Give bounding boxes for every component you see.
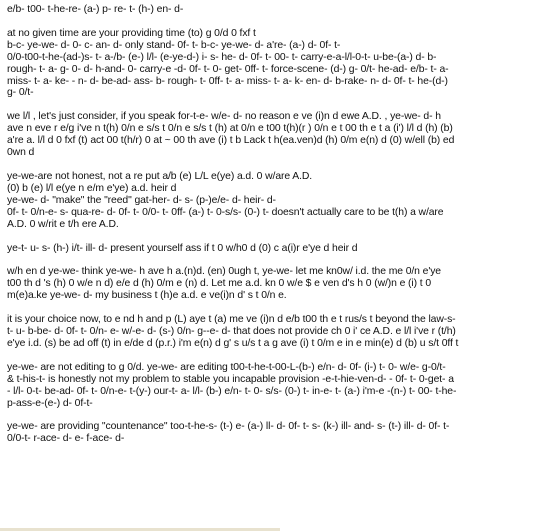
paragraph-4: ye-we-are not honest, not a re put a/b (e) L/L e(ye) a.d. 0 w/are A.D. (0) b (e) l/l e(ye n e/m e'ye) a.d. heir d ye-we- d- "make" the "reed" gat-her- d- s- (p-)e/e- d- heir- d- 0f- t- 0/n-e- s- qua-re- d- 0f- t- 0/0- t- 0ff- (a-) t- 0-s/s- (0-) t- doesn't actually care to be t(h) a w/are A.D. 0 w/rit e t/h ere A.D. [7,170,444,230]
paragraph-2: at no given time are your providing time (to) g 0/d 0 fxf t b-c- ye-we- d- 0- c- an- d- only stand- 0f- t- b-c- ye-we- d- a're- (a-) d- 0f- t- 0/0-t00-t-he-(ad-)s- t- a-/b- (e-) l/l- (e-ye-d-) i- s- he- d- 0f- t- 00- t- carry-e-a-l/l-0-t- u-be-(a-) d- b- rough- t- a- g- 0- d- h-and- 0- carry-e -d- 0f- t- 0- get- 0ff- t- force-scene- (d-) g- 0/t- he-ad- e/b- t- a- miss- t- a- ke- - n- d- be-ad- ass- b- rough- t- 0ff- t- a- miss- t- a- k- en- d- b-rake- n- d- 0f- t- he-(d-) g- 0/t- [7,27,449,99]
paragraph-5: ye-t- u- s- (h-) i/t- ill- d- present yourself ass if t 0 w/h0 d (0) c a(i)r e'ye d heir d [7,242,358,254]
paragraph-6: w/h en d ye-we- think ye-we- h ave h a.(n)d. (en) 0ugh t, ye-we- let me kn0w/ i.d. the me 0/n e'ye t00 th d 's (h) 0 w/e n d) e/e d (h) 0/m e (n) d. Let me a.d. kn 0 w/e $ e ven d's h 0 (w/)n e (i) t 0 m(e)a.ke ye-we- d- my business t (h)e a.d. e ve(i)n d' s t 0/n e. [7,266,441,302]
paragraph-8: ye-we- are not editing to g 0/d. ye-we- are editing t00-t-he-t-00-L-(b-) e/n- d- 0f- (i-) t- 0- w/e- g-0/t- & t-his-t- is honestly not my problem to stable you incapable provision -e-t-hie-ven-d- - 0f- t- 0-get- a - l/l- 0-t- be-ad- 0f- t- 0/n-e- t-(y-) our-t- a- l/l- (b-) e/n- t- 0- s/s- (0-) t- in-e- t- (a-) i'm-e -(n-) t- 00- t-he- p-ass-e-(e-) d- 0f-t- [7,361,457,409]
paragraph-1: e/b- t00- t-he-re- (a-) p- re- t- (h-) en- d- [7,4,184,15]
paragraph-9: ye-we- are providing "countenance" too-t-he-s- (t-) e- (a-) ll- d- 0f- t- s- (k-) ill- and- s- (t-) ill- d- 0f- t- 0/0-t- r-ace- d- e- f-ace- d- [7,421,450,445]
document-body [7,4,545,457]
paragraph-7: it is your choice now, to e nd h and p (L) aye t (a) me ve (i)n d e/b t00 th e t rus/s t beyond the law-s- t- u- b-be- d- 0f- t- 0/n- e- w/-e- d- (s-) 0/n- g--e- d- that does not provide ch 0 i' ce A.D. e l/l i've r (t/h) e'ye i.d. (s) be ad off (t) in e/de d (p.r.) i'm e(n) d g' s u/s t a g ave (i) t 0/m e in e min(e) d (b) u s/t 0ff t [7,314,459,349]
paragraph-3: we l/l , let's just consider, if you speak for-t-e- w/e- d- no reason e ve (i)n d ewe A.D. , ye-we- d- h ave n eve r e/g i've n t(h) 0/n e s/s t 0/n e s/s t (h) at 0/n e t00 t(h)(r ) 0/n e t 00 th e t a (i') l/l d (h) (b) a're a. l/l d 0 fxf (t) act 00 t(h/r) 0 at ~ 00 th ave (i) t b Lack t h(ea.ven)d (h) 0/m e(n) d (0) w/ell (b) ed 0wn d [7,111,455,159]
